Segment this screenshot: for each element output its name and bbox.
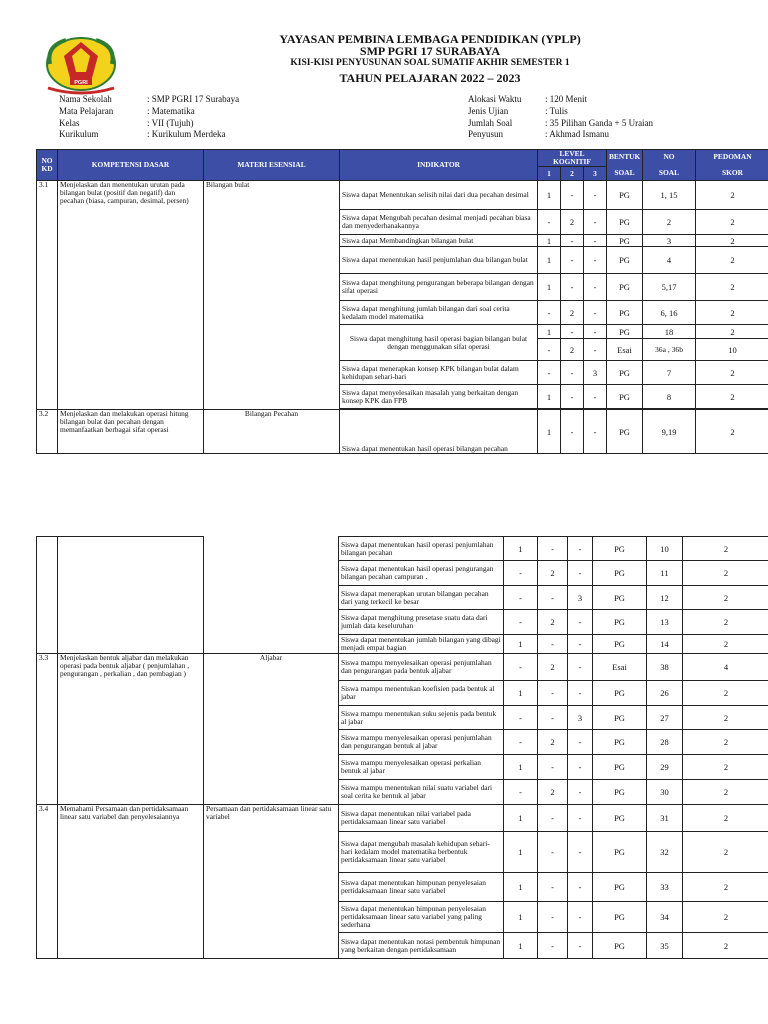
- level-3-cell: -: [584, 410, 607, 454]
- level-3-cell: -: [568, 635, 593, 654]
- no-soal-cell: 26: [647, 681, 683, 706]
- no-soal-cell: 6, 16: [643, 301, 696, 325]
- skor-cell: 2: [696, 361, 768, 385]
- level-2-cell: 2: [538, 654, 568, 681]
- header-pedoman-skor: PEDOMAN SKOR: [696, 150, 768, 181]
- info-label: Kelas: [59, 117, 80, 128]
- skor-cell: 2: [696, 410, 768, 454]
- level-2-cell: -: [561, 247, 584, 274]
- indikator-cell: Siswa dapat menentukan jumlah bilangan yang dibagi menjadi empat bagian: [339, 635, 504, 654]
- no-soal-cell: 12: [647, 586, 683, 610]
- level-2-cell: 2: [561, 301, 584, 325]
- bentuk-cell: PG: [593, 933, 647, 959]
- bentuk-cell: PG: [593, 755, 647, 780]
- level-2-cell: -: [538, 537, 568, 561]
- level-1-cell: -: [504, 706, 538, 730]
- level-2-cell: 2: [538, 610, 568, 635]
- indikator-cell: Siswa mampu menyelesaikan operasi perkalian bentuk al jabar: [339, 755, 504, 780]
- indikator-cell: Siswa dapat menentukan notasi pembentuk himpunan yang berkaitan dengan pertidaksamaan: [339, 933, 504, 959]
- level-3-cell: -: [568, 873, 593, 902]
- level-2-cell: 2: [538, 780, 568, 805]
- level-1-cell: 1: [504, 681, 538, 706]
- level-1-cell: 1: [504, 755, 538, 780]
- kd-materi: Bilangan Pecahan: [204, 410, 340, 454]
- level-2-cell: -: [538, 933, 568, 959]
- level-2-cell: -: [561, 235, 584, 247]
- level-2-cell: 2: [538, 561, 568, 586]
- level-1-cell: -: [538, 339, 561, 361]
- level-2-cell: 2: [561, 210, 584, 235]
- skor-cell: 2: [683, 780, 768, 805]
- bentuk-cell: PG: [607, 410, 643, 454]
- level-3-cell: -: [568, 780, 593, 805]
- skor-cell: 4: [683, 654, 768, 681]
- level-1-cell: 1: [538, 385, 561, 409]
- no-soal-cell: 35: [647, 933, 683, 959]
- level-3-cell: -: [568, 902, 593, 933]
- info-value: : 35 Pilihan Ganda + 5 Uraian: [545, 117, 654, 128]
- skor-cell: 2: [683, 730, 768, 755]
- info-value: : SMP PGRI 17 Surabaya: [147, 94, 240, 104]
- table-row: [37, 181, 768, 210]
- no-soal-cell: 32: [647, 832, 683, 873]
- no-soal-cell: 8: [643, 385, 696, 409]
- no-soal-cell: 3: [643, 235, 696, 247]
- svg-text:PGRI: PGRI: [74, 80, 88, 86]
- header-no-kd: NO KD: [37, 150, 58, 181]
- info-value: : Kurikulum Merdeka: [147, 129, 226, 140]
- header-line-1: YAYASAN PEMBINA LEMBAGA PENDIDIKAN (YPLP): [279, 32, 581, 46]
- bentuk-cell: PG: [593, 610, 647, 635]
- indikator-cell: Siswa mampu menentukan koefisien pada bentuk al jabar: [339, 681, 504, 706]
- bentuk-cell: PG: [593, 873, 647, 902]
- no-soal-cell: 28: [647, 730, 683, 755]
- kd-materi: Persamaan dan pertidaksamaan linear satu variabel: [204, 805, 339, 959]
- indikator-cell: Siswa dapat menghitung pengurangan beberapa bilangan dengan sifat operasi: [340, 274, 538, 301]
- level-1-cell: -: [504, 561, 538, 586]
- indikator-cell: Siswa mampu menyelesaikan operasi penjumlahan dan pengurangan pada bentuk aljabar: [339, 654, 504, 681]
- no-soal-cell: 4: [643, 247, 696, 274]
- no-soal-cell: 38: [647, 654, 683, 681]
- bentuk-cell: PG: [593, 730, 647, 755]
- level-2-cell: -: [538, 635, 568, 654]
- kd-number: 3.2: [37, 410, 58, 454]
- level-1-cell: 1: [538, 235, 561, 247]
- indikator-cell: Siswa dapat menerapkan urutan bilangan pecahan dari yang terkecil ke besar: [339, 586, 504, 610]
- indikator-cell: Siswa dapat menentukan hasil operasi penjumlahan bilangan pecahan: [339, 537, 504, 561]
- no-soal-cell: 30: [647, 780, 683, 805]
- kd-kompetensi: Memahami Persamaan dan pertidaksamaan linear satu variabel dan penyelesaiannya: [58, 805, 204, 959]
- level-1-cell: -: [538, 301, 561, 325]
- header-line-4: TAHUN PELAJARAN 2022 – 2023: [339, 71, 521, 85]
- level-3-cell: -: [568, 805, 593, 832]
- level-3-cell: -: [568, 933, 593, 959]
- info-right-values: [545, 94, 745, 141]
- table-row: [37, 410, 768, 454]
- indikator-cell: Siswa dapat Menentukan selisih nilai dari dua pecahan desimal: [340, 181, 538, 210]
- header-materi: MATERI ESENSIAL: [204, 150, 340, 181]
- info-label: Penyusun: [468, 129, 504, 140]
- level-1-cell: 1: [504, 832, 538, 873]
- level-2-cell: -: [538, 755, 568, 780]
- skor-cell: 2: [696, 181, 768, 210]
- level-3-cell: -: [568, 654, 593, 681]
- indikator-cell: Siswa dapat mengubah masalah kehidupan sehari-hari kedalam model matematika berbentuk pertidaksamaan linear satu variabel: [339, 832, 504, 873]
- bentuk-cell: PG: [607, 325, 643, 339]
- info-label: Jenis Ujian: [468, 105, 509, 116]
- header-no-soal: NO SOAL: [643, 150, 696, 181]
- info-label: Jumlah Soal: [468, 117, 513, 128]
- header-level-2: 2: [561, 167, 584, 181]
- info-left-values: [147, 94, 367, 141]
- indikator-cell: Siswa dapat menentukan hasil operasi bilangan pecahan: [340, 410, 538, 454]
- no-soal-cell: 18: [643, 325, 696, 339]
- indikator-cell: Siswa dapat menentukan nilai variabel pada pertidaksamaan linear satu variabel: [339, 805, 504, 832]
- indikator-cell: Siswa dapat menyelesaikan masalah yang berkaitan dengan konsep KPK dan FPB: [340, 385, 538, 409]
- bentuk-cell: PG: [593, 805, 647, 832]
- bentuk-cell: PG: [607, 274, 643, 301]
- bentuk-cell: PG: [593, 902, 647, 933]
- indikator-cell: Siswa dapat Mengubah pecahan desimal menjadi pecahan biasa dan menyederhanakannya: [340, 210, 538, 235]
- indikator-cell: Siswa dapat menghitung jumlah bilangan dari soal cerita kedalam model matematika: [340, 301, 538, 325]
- info-right-labels: [468, 94, 548, 141]
- info-label: Nama Sekolah: [59, 94, 112, 104]
- level-3-cell: 3: [568, 706, 593, 730]
- header-level-1: 1: [538, 167, 561, 181]
- kd-kompetensi: Menjelaskan dan melakukan operasi hitung bilangan bulat dan pecahan dengan memanfaatkan berbagai sifat operasi: [58, 410, 204, 454]
- indikator-cell: Siswa mampu menentukan nilai suatu variabel dari soal cerita ke bentuk al jabar: [339, 780, 504, 805]
- level-1-cell: 1: [504, 902, 538, 933]
- bentuk-cell: PG: [593, 832, 647, 873]
- kisi-table-page-1: [36, 149, 768, 454]
- level-2-cell: -: [561, 410, 584, 454]
- level-1-cell: -: [538, 361, 561, 385]
- no-soal-cell: 1, 15: [643, 181, 696, 210]
- level-1-cell: 1: [504, 635, 538, 654]
- header-line-2: SMP PGRI 17 SURABAYA: [359, 44, 501, 58]
- level-1-cell: 1: [504, 933, 538, 959]
- info-label: Mata Pelajaran: [59, 105, 114, 116]
- level-3-cell: -: [584, 339, 607, 361]
- level-1-cell: -: [504, 730, 538, 755]
- level-1-cell: 1: [538, 325, 561, 339]
- level-1-cell: 1: [504, 805, 538, 832]
- info-value: : 120 Menit: [545, 94, 587, 104]
- no-soal-cell: 31: [647, 805, 683, 832]
- bentuk-cell: PG: [593, 537, 647, 561]
- skor-cell: 2: [696, 274, 768, 301]
- skor-cell: 2: [683, 805, 768, 832]
- level-2-cell: -: [538, 805, 568, 832]
- header-indikator: INDIKATOR: [340, 150, 538, 181]
- bentuk-cell: PG: [607, 247, 643, 274]
- skor-cell: 2: [683, 561, 768, 586]
- header-bentuk-soal: BENTUK SOAL: [607, 150, 643, 181]
- level-3-cell: -: [568, 537, 593, 561]
- indikator-cell: Siswa dapat menentukan hasil operasi pengurangan bilangan pecahan campuran .: [339, 561, 504, 586]
- kd-kompetensi: Menjelaskan bentuk aljabar dan melakukan operasi pada bentuk aljabar ( penjumlahan , pengurangan , perkalian , dan pembagian ): [58, 654, 204, 805]
- indikator-cell: Siswa dapat menghitung hasil operasi bagian bilangan bulat dengan menggunakan sifat operasi: [340, 325, 538, 361]
- bentuk-cell: PG: [593, 780, 647, 805]
- skor-cell: 2: [696, 235, 768, 247]
- bentuk-cell: PG: [593, 681, 647, 706]
- table-row: [37, 805, 768, 832]
- level-3-cell: -: [568, 832, 593, 873]
- level-2-cell: 2: [538, 730, 568, 755]
- level-2-cell: -: [561, 385, 584, 409]
- level-1-cell: -: [504, 780, 538, 805]
- indikator-cell: Siswa dapat Membandingkan bilangan bulat: [340, 235, 538, 247]
- info-label: Alokasi Waktu: [468, 94, 522, 104]
- level-1-cell: -: [504, 654, 538, 681]
- no-soal-cell: 9,19: [643, 410, 696, 454]
- bentuk-cell: PG: [607, 181, 643, 210]
- bentuk-cell: PG: [593, 586, 647, 610]
- no-soal-cell: 2: [643, 210, 696, 235]
- header-line-3: KISI-KISI PENYUSUNAN SOAL SUMATIF AKHIR SEMESTER 1: [290, 58, 570, 68]
- level-3-cell: -: [584, 210, 607, 235]
- level-3-cell: -: [584, 235, 607, 247]
- info-value: : Tulis: [545, 105, 568, 116]
- info-label: Kurikulum: [59, 129, 99, 140]
- kd-number: 3.1: [37, 181, 58, 410]
- level-2-cell: 2: [561, 339, 584, 361]
- bentuk-cell: Esai: [607, 339, 643, 361]
- level-1-cell: 1: [538, 181, 561, 210]
- kisi-table-page-2: [36, 536, 768, 959]
- level-2-cell: -: [538, 832, 568, 873]
- level-1-cell: 1: [504, 537, 538, 561]
- skor-cell: 2: [683, 902, 768, 933]
- level-3-cell: 3: [584, 361, 607, 385]
- skor-cell: 2: [683, 610, 768, 635]
- no-soal-cell: 34: [647, 902, 683, 933]
- level-3-cell: -: [568, 755, 593, 780]
- level-3-cell: -: [584, 181, 607, 210]
- info-value: : Akhmad Ismanu: [545, 129, 609, 140]
- no-soal-cell: 5,17: [643, 274, 696, 301]
- kd-kompetensi-continued: [58, 537, 204, 654]
- skor-cell: 2: [696, 325, 768, 339]
- skor-cell: 2: [683, 832, 768, 873]
- info-left-labels: [59, 94, 149, 141]
- indikator-cell: Siswa dapat menerapkan konsep KPK bilangan bulat dalam kehidupan sehari-hari: [340, 361, 538, 385]
- no-soal-cell: 36a , 36b: [643, 339, 696, 361]
- bentuk-cell: PG: [593, 561, 647, 586]
- level-3-cell: -: [584, 385, 607, 409]
- indikator-cell: Siswa mampu menentukan suku sejenis pada bentuk al jabar: [339, 706, 504, 730]
- kd-number: 3.4: [37, 805, 58, 959]
- bentuk-cell: PG: [607, 385, 643, 409]
- table-row: [37, 537, 768, 561]
- level-3-cell: -: [584, 274, 607, 301]
- level-3-cell: -: [568, 561, 593, 586]
- level-2-cell: -: [538, 873, 568, 902]
- bentuk-cell: Esai: [593, 654, 647, 681]
- indikator-cell: Siswa dapat menghitung presetase suatu data dari jumlah data keseluruhan: [339, 610, 504, 635]
- bentuk-cell: PG: [593, 706, 647, 730]
- skor-cell: 2: [696, 385, 768, 409]
- pgri-logo: [40, 34, 122, 96]
- no-soal-cell: 11: [647, 561, 683, 586]
- bentuk-cell: PG: [607, 210, 643, 235]
- kd-number: 3.3: [37, 654, 58, 805]
- kd-materi: Aljabar: [204, 654, 339, 805]
- skor-cell: 2: [696, 210, 768, 235]
- level-3-cell: -: [568, 730, 593, 755]
- level-1-cell: 1: [538, 274, 561, 301]
- kd-materi: Bilangan bulat: [204, 181, 340, 410]
- level-3-cell: -: [584, 325, 607, 339]
- level-3-cell: 3: [568, 586, 593, 610]
- level-2-cell: -: [561, 361, 584, 385]
- no-soal-cell: 14: [647, 635, 683, 654]
- indikator-cell: Siswa dapat menentukan himpunan penyelesaian pertidaksamaan linear satu variabel yang paling sederhana: [339, 902, 504, 933]
- level-2-cell: -: [538, 706, 568, 730]
- indikator-cell: Siswa dapat menentukan himpunan penyelesaian pertidaksamaan linear satu variabel: [339, 873, 504, 902]
- skor-cell: 2: [683, 933, 768, 959]
- info-value: : VII (Tujuh): [147, 117, 194, 128]
- level-3-cell: -: [568, 681, 593, 706]
- skor-cell: 2: [696, 301, 768, 325]
- skor-cell: 2: [683, 755, 768, 780]
- level-1-cell: -: [538, 210, 561, 235]
- bentuk-cell: PG: [607, 235, 643, 247]
- skor-cell: 10: [696, 339, 768, 361]
- no-soal-cell: 27: [647, 706, 683, 730]
- skor-cell: 2: [683, 635, 768, 654]
- level-2-cell: -: [561, 181, 584, 210]
- skor-cell: 2: [683, 537, 768, 561]
- level-2-cell: -: [538, 902, 568, 933]
- skor-cell: 2: [683, 681, 768, 706]
- no-soal-cell: 7: [643, 361, 696, 385]
- indikator-cell: Siswa dapat menentukan hasil penjumlahan dua bilangan bulat: [340, 247, 538, 274]
- level-1-cell: 1: [538, 247, 561, 274]
- header-level-3: 3: [584, 167, 607, 181]
- skor-cell: 2: [696, 247, 768, 274]
- level-2-cell: -: [538, 681, 568, 706]
- no-soal-cell: 10: [647, 537, 683, 561]
- skor-cell: 2: [683, 873, 768, 902]
- level-3-cell: -: [584, 247, 607, 274]
- level-1-cell: -: [504, 610, 538, 635]
- skor-cell: 2: [683, 586, 768, 610]
- level-1-cell: 1: [538, 410, 561, 454]
- level-1-cell: -: [504, 586, 538, 610]
- header-kompetensi: KOMPETENSI DASAR: [58, 150, 204, 181]
- no-soal-cell: 33: [647, 873, 683, 902]
- kd-number-continued: [37, 537, 58, 654]
- level-3-cell: -: [584, 301, 607, 325]
- skor-cell: 2: [683, 706, 768, 730]
- bentuk-cell: PG: [593, 635, 647, 654]
- bentuk-cell: PG: [607, 361, 643, 385]
- kd-materi-continued: [204, 537, 339, 654]
- level-2-cell: -: [561, 274, 584, 301]
- info-value: : Matematika: [147, 105, 195, 116]
- level-2-cell: -: [561, 325, 584, 339]
- level-2-cell: -: [538, 586, 568, 610]
- no-soal-cell: 13: [647, 610, 683, 635]
- no-soal-cell: 29: [647, 755, 683, 780]
- table-row: [37, 654, 768, 681]
- level-3-cell: -: [568, 610, 593, 635]
- level-1-cell: 1: [504, 873, 538, 902]
- kd-kompetensi: Menjelaskan dan menentukan urutan pada bilangan bulat (positif dan negatif) dan pecahan (biasa, campuran, desimal, persen): [58, 181, 204, 410]
- indikator-cell: Siswa mampu menyelesaikan operasi penjumlahan dan pengurangan bentuk al jabar: [339, 730, 504, 755]
- header-level-kognitif: LEVEL KOGNITIF: [538, 150, 607, 167]
- bentuk-cell: PG: [607, 301, 643, 325]
